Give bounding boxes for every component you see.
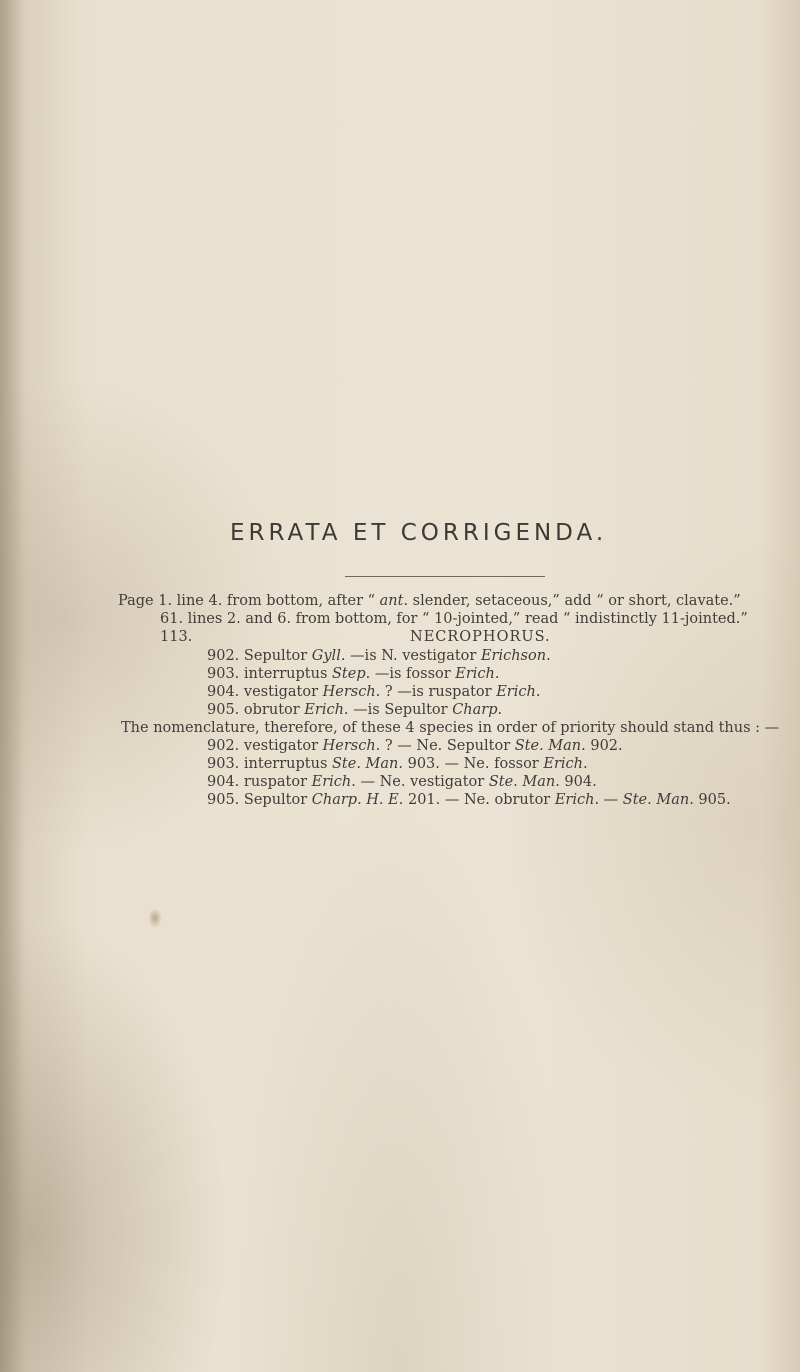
- line-text: .: [535, 684, 541, 700]
- author-italic: Charp: [452, 702, 498, 718]
- line-text: . —is N. vestigator: [340, 648, 481, 664]
- heading-rule: [345, 576, 545, 577]
- line-italic: ant: [379, 593, 404, 609]
- species-line-903: [207, 665, 500, 683]
- errata-line-page-61: 61. lines 2. and 6. from bottom, for “ 10-jointed,” read “ indistinctly 11-jointed.”: [160, 611, 748, 627]
- line-text: ruspator: [243, 774, 312, 790]
- line-text: . ? — Ne. Sepultor: [375, 738, 515, 754]
- author-italic: Erichson: [480, 648, 547, 664]
- foxing-stain: [148, 908, 162, 928]
- author-italic: Erich: [554, 792, 595, 808]
- line-text: .: [494, 666, 500, 682]
- line-text: .: [582, 756, 588, 772]
- species-number: 903.: [207, 666, 240, 682]
- line-text: interruptus: [243, 756, 332, 772]
- author-italic: Ste. Man: [332, 756, 399, 772]
- line-text: . 905.: [689, 792, 731, 808]
- line-text: . 201. — Ne. obrutor: [398, 792, 555, 808]
- species-number: 902.: [207, 648, 240, 664]
- species-number: 904.: [207, 774, 240, 790]
- line-text: . —: [594, 792, 623, 808]
- species-number: 902.: [207, 738, 240, 754]
- author-italic: Erich: [311, 774, 352, 790]
- species-line-902: [207, 647, 551, 665]
- line-text: . slender, setaceous,” add “ or short, clavate.”: [403, 593, 741, 609]
- priority-line-902: [207, 737, 623, 755]
- author-italic: Gyll: [311, 648, 341, 664]
- author-italic: Erich: [543, 756, 583, 772]
- priority-line-904: [207, 773, 597, 791]
- author-italic: Hersch: [322, 738, 376, 754]
- priority-line-905: [207, 791, 731, 809]
- author-italic: Ste. Man: [622, 792, 690, 808]
- errata-heading: ERRATA ET CORRIGENDA.: [230, 520, 608, 546]
- genus-heading: NECROPHORUS.: [410, 629, 551, 645]
- line-text: . 902.: [581, 738, 623, 754]
- species-line-905: [207, 701, 502, 719]
- line-text: obrutor: [243, 702, 305, 718]
- line-text: Sepultor: [243, 792, 312, 808]
- page-edge-stain: [0, 0, 24, 1372]
- page-number: 113.: [160, 629, 193, 645]
- line-text: vestigator: [243, 684, 323, 700]
- priority-line-903: [207, 755, 588, 773]
- author-italic: Step: [332, 666, 366, 682]
- line-text: . 903. — Ne. fossor: [398, 756, 544, 772]
- line-text: .: [546, 648, 551, 664]
- author-italic: Ste. Man: [488, 774, 556, 790]
- species-line-904: [207, 683, 540, 701]
- author-italic: Erich: [496, 684, 536, 700]
- author-italic: Ste. Man: [514, 738, 582, 754]
- line-text: . 904.: [555, 774, 597, 790]
- errata-line-page-113: [160, 628, 192, 646]
- line-text: . —is Sepultor: [343, 702, 453, 718]
- species-number: 903.: [207, 756, 240, 772]
- line-text: . —is fossor: [365, 666, 456, 682]
- author-italic: Charp. H. E: [311, 792, 399, 808]
- author-italic: Erich: [455, 666, 495, 682]
- species-number: 905.: [207, 792, 240, 808]
- nomenclature-note: The nomenclature, therefore, of these 4 species in order of priority should stand thus : —: [121, 720, 780, 736]
- species-number: 904.: [207, 684, 240, 700]
- line-text: interruptus: [243, 666, 332, 682]
- line-text: Sepultor: [243, 648, 312, 664]
- author-italic: Erich: [304, 702, 344, 718]
- line-text: Page 1. line 4. from bottom, after “: [118, 593, 380, 609]
- line-text: . ? —is ruspator: [375, 684, 497, 700]
- line-text: vestigator: [243, 738, 323, 754]
- author-italic: Hersch: [322, 684, 376, 700]
- line-text: .: [497, 702, 503, 718]
- line-text: . — Ne. vestigator: [351, 774, 489, 790]
- species-number: 905.: [207, 702, 240, 718]
- errata-line-page-1: [118, 592, 741, 610]
